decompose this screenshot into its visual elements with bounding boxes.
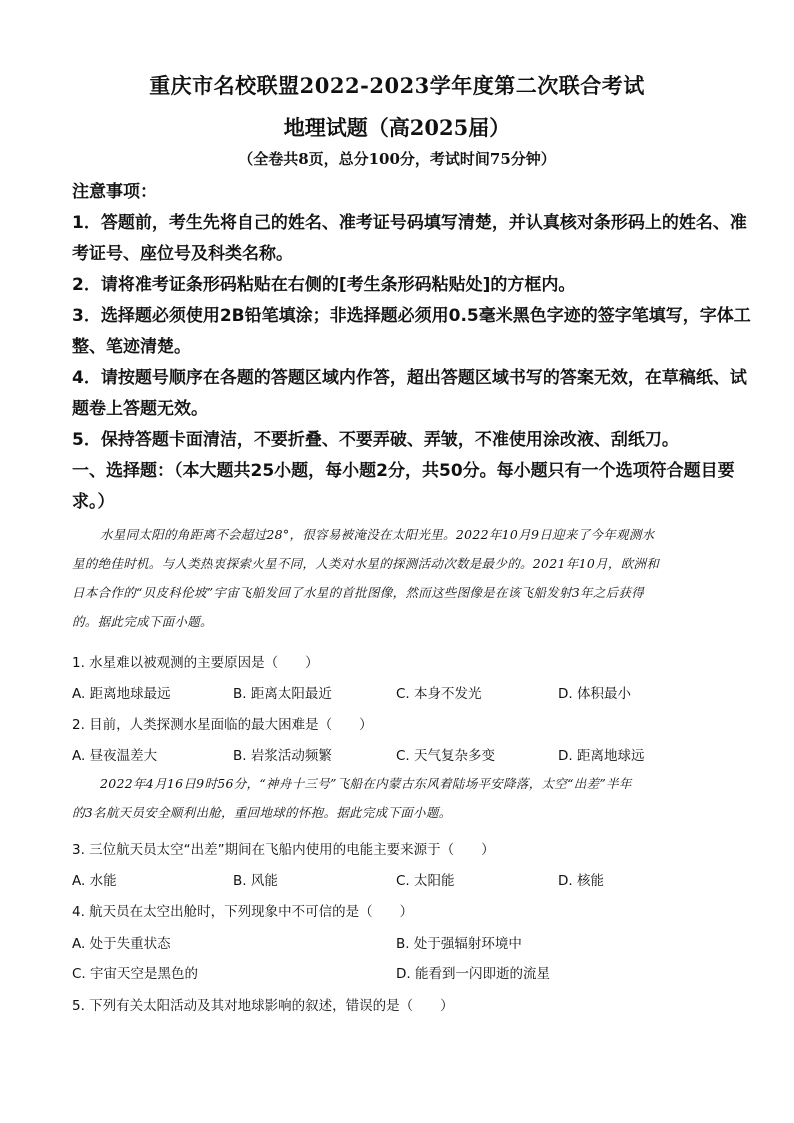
note-line: 5．保持答题卡面清洁，不要折叠、不要弄破、弄皱，不准使用涂改液、刮纸刀。 — [72, 430, 679, 450]
question-3-option-b: B. 风能 — [233, 873, 278, 889]
question-3-stem: 3. 三位航天员太空“出差”期间在飞船内使用的电能主要来源于（ ） — [72, 842, 495, 858]
question-2-stem: 2. 目前，人类探测水星面临的最大困难是（ ） — [72, 717, 373, 733]
question-3-option-a: A. 水能 — [72, 873, 117, 889]
notes-heading: 注意事项： — [72, 182, 157, 202]
question-1-option-b: B. 距离太阳最近 — [233, 686, 332, 702]
question-1-option-d: D. 体积最小 — [558, 686, 631, 702]
question-4-option-b: B. 处于强辐射环境中 — [396, 936, 522, 952]
question-4-stem: 4. 航天员在太空出舱时，下列现象中不可信的是（ ） — [72, 904, 414, 920]
passage-line: 日本合作的“贝皮科伦坡”宇宙飞船发回了水星的首批图像，然而这些图像是在该飞船发射3年之后获得 — [72, 585, 645, 600]
passage-line: 的3名航天员安全顺利出舱，重回地球的怀抱。据此完成下面小题。 — [72, 805, 452, 820]
question-4-option-d: D. 能看到一闪即逝的流星 — [396, 966, 550, 982]
note-line: 题卷上答题无效。 — [72, 399, 208, 419]
note-line: 3．选择题必须使用2B铅笔填涂；非选择题必须用0.5毫米黑色字迹的签字笔填写，字体工 — [72, 306, 751, 326]
note-line: 1．答题前，考生先将自己的姓名、准考证号码填写清楚，并认真核对条形码上的姓名、准 — [72, 213, 747, 233]
note-line: 整、笔迹清楚。 — [72, 337, 191, 357]
question-1-option-a: A. 距离地球最远 — [72, 686, 171, 702]
question-2-option-b: B. 岩浆活动频繁 — [233, 748, 332, 764]
question-2-option-a: A. 昼夜温差大 — [72, 748, 158, 764]
question-4-option-a: A. 处于失重状态 — [72, 936, 171, 952]
question-1-option-c: C. 本身不发光 — [396, 686, 482, 702]
passage-line: 星的绝佳时机。与人类热衷探索火星不同，人类对水星的探测活动次数是最少的。2021年10月，欧洲和 — [72, 556, 660, 571]
question-4-option-c: C. 宇宙天空是黑色的 — [72, 966, 199, 982]
note-line: 4．请按题号顺序在各题的答题区域内作答，超出答题区域书写的答案无效，在草稿纸、试 — [72, 368, 747, 388]
question-3-option-c: C. 太阳能 — [396, 873, 455, 889]
note-line: 2．请将准考证条形码粘贴在右侧的[考生条形码粘贴处]的方框内。 — [72, 275, 576, 295]
exam-subtitle: 地理试题（高2025届） — [283, 115, 511, 140]
passage-line: 水星同太阳的角距离不会超过28°，很容易被淹没在太阳光里。2022年10月9日迎来了今年观测水 — [100, 527, 655, 542]
exam-info: （全卷共8页，总分100分，考试时间75分钟） — [238, 150, 556, 168]
question-1-stem: 1. 水星难以被观测的主要原因是（ ） — [72, 655, 319, 671]
passage-line: 的。据此完成下面小题。 — [72, 614, 213, 629]
note-line: 考证号、座位号及科类名称。 — [72, 244, 293, 264]
passage-line: 2022年4月16日9时56分，“神舟十三号”飞船在内蒙古东风着陆场平安降落，太空“出差”半年 — [100, 776, 632, 791]
question-2-option-c: C. 天气复杂多变 — [396, 748, 496, 764]
section-heading: 一、选择题：（本大题共25小题，每小题2分，共50分。每小题只有一个选项符合题目要 — [72, 461, 735, 481]
question-3-option-d: D. 核能 — [558, 873, 604, 889]
question-5-stem: 5. 下列有关太阳活动及其对地球影响的叙述，错误的是（ ） — [72, 998, 454, 1014]
exam-title: 重庆市名校联盟2022-2023学年度第二次联合考试 — [149, 73, 645, 98]
section-heading-cont: 求。） — [72, 492, 115, 512]
question-2-option-d: D. 距离地球远 — [558, 748, 645, 764]
